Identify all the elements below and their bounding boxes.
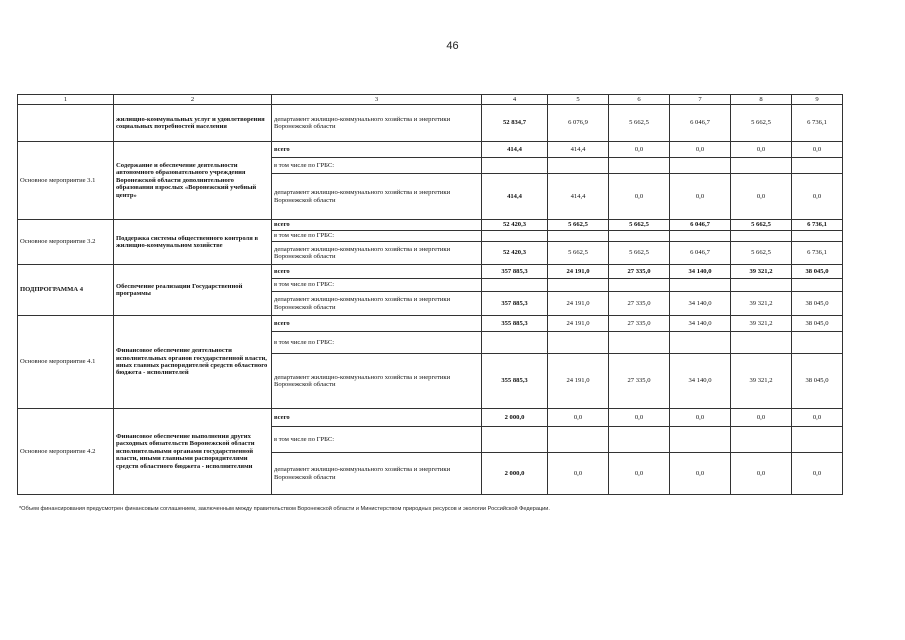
value-cell: 414,4 — [482, 142, 548, 158]
value-cell: 0,0 — [792, 409, 843, 427]
value-cell: 0,0 — [609, 409, 670, 427]
measure-name: Финансовое обеспечение выполнения других расходных обязательств Воронежской области исполнительными органами государственной власти, иными главными распорядителями средств областного бюджета - исполнителями — [114, 409, 272, 495]
table-row — [18, 316, 843, 332]
value-cell: 414,4 — [548, 142, 609, 158]
value-cell — [670, 427, 731, 453]
table-row — [18, 409, 843, 427]
budget-table — [17, 94, 843, 495]
value-cell — [731, 427, 792, 453]
value-cell: 0,0 — [670, 409, 731, 427]
incl-label: в том числе по ГРБС: — [272, 427, 482, 453]
value-cell: 38 045,0 — [792, 292, 843, 316]
measure-name: Обеспечение реализации Государственной программы — [114, 265, 272, 316]
value-cell: 6 736,1 — [792, 220, 843, 231]
executor-cell: департамент жилищно-коммунального хозяйства и энергетики Воронежской области — [272, 242, 482, 265]
header-cell: 3 — [272, 95, 482, 105]
executor-cell: департамент жилищно-коммунального хозяйства и энергетики Воронежской области — [272, 105, 482, 142]
value-cell: 52 420,3 — [482, 220, 548, 231]
value-cell: 0,0 — [670, 453, 731, 495]
value-cell — [670, 158, 731, 174]
value-cell: 0,0 — [548, 453, 609, 495]
measure-name: Содержание и обеспечение деятельности автономного образовательного учреждения Воронежской области дополнительного образования взрослых «Воронежский учебный центр» — [114, 142, 272, 220]
total-label: всего — [272, 142, 482, 158]
category-cell: Основное мероприятие 3.1 — [18, 142, 114, 220]
value-cell — [609, 279, 670, 292]
value-cell: 5 662,5 — [609, 220, 670, 231]
value-cell: 6 046,7 — [670, 242, 731, 265]
category-cell: Основное мероприятие 4.2 — [18, 409, 114, 495]
table-row — [18, 220, 843, 231]
value-cell — [609, 158, 670, 174]
value-cell — [548, 231, 609, 242]
value-cell: 27 335,0 — [609, 316, 670, 332]
value-cell: 5 662,5 — [731, 242, 792, 265]
category-cell: ПОДПРОГРАММА 4 — [18, 265, 114, 316]
value-cell: 357 885,3 — [482, 265, 548, 279]
value-cell: 52 834,7 — [482, 105, 548, 142]
value-cell: 5 662,5 — [548, 220, 609, 231]
value-cell: 34 140,0 — [670, 316, 731, 332]
value-cell: 27 335,0 — [609, 292, 670, 316]
table-row — [18, 105, 843, 142]
incl-label: в том числе по ГРБС: — [272, 332, 482, 354]
header-cell: 8 — [731, 95, 792, 105]
value-cell: 39 321,2 — [731, 292, 792, 316]
value-cell: 6 736,1 — [792, 105, 843, 142]
table-row — [18, 265, 843, 279]
total-label: всего — [272, 316, 482, 332]
value-cell — [792, 279, 843, 292]
value-cell: 39 321,2 — [731, 354, 792, 409]
value-cell: 6 046,7 — [670, 105, 731, 142]
value-cell: 0,0 — [609, 142, 670, 158]
value-cell: 34 140,0 — [670, 354, 731, 409]
value-cell — [482, 231, 548, 242]
value-cell: 0,0 — [731, 174, 792, 220]
value-cell: 0,0 — [548, 409, 609, 427]
value-cell: 414,4 — [482, 174, 548, 220]
header-cell: 5 — [548, 95, 609, 105]
value-cell: 5 662,5 — [731, 220, 792, 231]
value-cell: 0,0 — [792, 453, 843, 495]
total-label: всего — [272, 409, 482, 427]
total-label: всего — [272, 220, 482, 231]
value-cell: 52 420,3 — [482, 242, 548, 265]
value-cell — [670, 332, 731, 354]
value-cell — [792, 158, 843, 174]
header-cell: 2 — [114, 95, 272, 105]
incl-label: в том числе по ГРБС: — [272, 279, 482, 292]
header-cell: 7 — [670, 95, 731, 105]
value-cell: 24 191,0 — [548, 316, 609, 332]
value-cell: 0,0 — [670, 142, 731, 158]
header-cell: 6 — [609, 95, 670, 105]
executor-cell: департамент жилищно-коммунального хозяйства и энергетики Воронежской области — [272, 453, 482, 495]
value-cell: 0,0 — [792, 142, 843, 158]
value-cell: 38 045,0 — [792, 265, 843, 279]
value-cell — [670, 279, 731, 292]
category-cell: Основное мероприятие 3.2 — [18, 220, 114, 265]
incl-label: в том числе по ГРБС: — [272, 231, 482, 242]
executor-cell: департамент жилищно-коммунального хозяйства и энергетики Воронежской области — [272, 354, 482, 409]
header-row — [18, 95, 843, 105]
value-cell — [792, 427, 843, 453]
value-cell: 0,0 — [731, 453, 792, 495]
value-cell: 6 076,9 — [548, 105, 609, 142]
value-cell: 0,0 — [792, 174, 843, 220]
page-number: 46 — [446, 40, 459, 52]
value-cell — [731, 279, 792, 292]
total-label: всего — [272, 265, 482, 279]
value-cell: 27 335,0 — [609, 354, 670, 409]
value-cell: 5 662,5 — [731, 105, 792, 142]
value-cell: 27 335,0 — [609, 265, 670, 279]
value-cell — [548, 279, 609, 292]
value-cell: 0,0 — [609, 453, 670, 495]
value-cell: 24 191,0 — [548, 292, 609, 316]
value-cell: 414,4 — [548, 174, 609, 220]
value-cell — [482, 158, 548, 174]
value-cell: 5 662,5 — [548, 242, 609, 265]
header-cell: 1 — [18, 95, 114, 105]
footnote: *Объем финансирования предусмотрен финансовым соглашением, заключенным между правительством Воронежской области и Министерством природных ресурсов и экологии Российской Федерации. — [19, 506, 550, 512]
value-cell — [482, 279, 548, 292]
value-cell: 5 662,5 — [609, 242, 670, 265]
value-cell — [548, 158, 609, 174]
category-cell — [18, 105, 114, 142]
executor-cell: департамент жилищно-коммунального хозяйства и энергетики Воронежской области — [272, 292, 482, 316]
value-cell: 0,0 — [670, 174, 731, 220]
value-cell — [792, 332, 843, 354]
value-cell: 2 000,0 — [482, 409, 548, 427]
value-cell: 6 046,7 — [670, 220, 731, 231]
value-cell — [731, 332, 792, 354]
value-cell: 34 140,0 — [670, 292, 731, 316]
value-cell: 5 662,5 — [609, 105, 670, 142]
value-cell: 39 321,2 — [731, 265, 792, 279]
measure-name: Поддержка системы общественного контроля в жилищно-коммунальном хозяйстве — [114, 220, 272, 265]
value-cell: 38 045,0 — [792, 354, 843, 409]
value-cell — [482, 427, 548, 453]
value-cell: 355 885,3 — [482, 316, 548, 332]
value-cell: 24 191,0 — [548, 265, 609, 279]
value-cell: 357 885,3 — [482, 292, 548, 316]
value-cell: 0,0 — [731, 142, 792, 158]
value-cell: 355 885,3 — [482, 354, 548, 409]
value-cell — [548, 332, 609, 354]
value-cell: 24 191,0 — [548, 354, 609, 409]
value-cell — [609, 427, 670, 453]
category-cell: Основное мероприятие 4.1 — [18, 316, 114, 409]
value-cell: 6 736,1 — [792, 242, 843, 265]
value-cell: 0,0 — [609, 174, 670, 220]
value-cell: 39 321,2 — [731, 316, 792, 332]
measure-name: Финансовое обеспечение деятельности исполнительных органов государственной власти, иных главных распорядителей средств областного бюджета - исполнителей — [114, 316, 272, 409]
header-cell: 4 — [482, 95, 548, 105]
value-cell: 0,0 — [731, 409, 792, 427]
value-cell: 34 140,0 — [670, 265, 731, 279]
value-cell — [609, 231, 670, 242]
value-cell — [482, 332, 548, 354]
executor-cell: департамент жилищно-коммунального хозяйства и энергетики Воронежской области — [272, 174, 482, 220]
table-row — [18, 142, 843, 158]
incl-label: в том числе по ГРБС: — [272, 158, 482, 174]
value-cell — [670, 231, 731, 242]
value-cell: 2 000,0 — [482, 453, 548, 495]
value-cell — [792, 231, 843, 242]
value-cell: 38 045,0 — [792, 316, 843, 332]
value-cell — [731, 231, 792, 242]
header-cell: 9 — [792, 95, 843, 105]
measure-name: жилищно-коммунальных услуг и удовлетворения социальных потребностей населения — [114, 105, 272, 142]
value-cell — [609, 332, 670, 354]
value-cell — [731, 158, 792, 174]
value-cell — [548, 427, 609, 453]
